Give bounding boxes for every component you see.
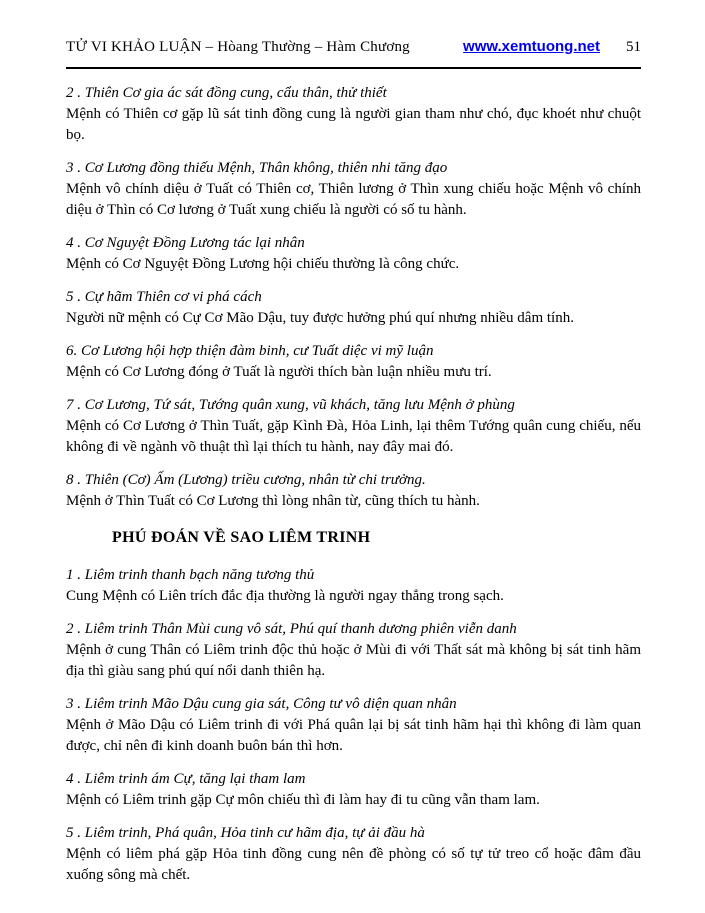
section-liem-trinh-2 <box>66 619 641 682</box>
section-heading: 2 . Liêm trinh Thân Mùi cung vô sát, Phú quí thanh dương phiên viễn danh <box>66 621 517 637</box>
section-heading: 3 . Cơ Lương đồng thiếu Mệnh, Thân không, thiên nhi tăng đạo <box>66 160 448 176</box>
section-body: Mệnh có Cơ Lương ở Thìn Tuất, gặp Kình Đà, Hỏa Linh, lại thêm Tướng quân cung chiếu, nếu không đi về ngành võ thuật thì lại thích tu hành, nay đây mai đó. <box>66 418 641 455</box>
chapter-title-liem-trinh: PHÚ ĐOÁN VỀ SAO LIÊM TRINH <box>112 529 371 546</box>
section-body: Mệnh có Thiên cơ gặp lũ sát tinh đồng cung là người gian tham như chó, đục khoét như chuột bọ. <box>66 106 641 143</box>
section-body: Mệnh ở Mão Dậu có Liêm trinh đi với Phá quân lại bị sát tinh hãm hại thì không đi làm quan được, chỉ nên đi kinh doanh buôn bán thì hơn. <box>66 717 641 754</box>
section-body: Mệnh có Cơ Lương đóng ở Tuất là người thích bàn luận nhiều mưu trí. <box>66 364 492 380</box>
header-right <box>463 36 641 58</box>
section-liem-trinh-1 <box>66 565 641 607</box>
section-liem-trinh-4 <box>66 769 641 811</box>
section-body: Mệnh có liêm phá gặp Hỏa tinh đồng cung nên đề phòng có số tự tử treo cổ hoặc đâm đầu xuống sông mà chết. <box>66 846 641 883</box>
section-heading: 4 . Cơ Nguyệt Đồng Lương tác lại nhân <box>66 235 305 251</box>
section-thien-co-4 <box>66 233 641 275</box>
section-liem-trinh-3 <box>66 694 641 757</box>
section-thien-co-6 <box>66 341 641 383</box>
section-thien-co-7 <box>66 395 641 458</box>
section-body: Mệnh vô chính diệu ở Tuất có Thiên cơ, Thiên lương ở Thìn xung chiếu hoặc Mệnh vô chính diệu ở Thìn có Cơ lương ở Tuất xung chiếu là người có số tu hành. <box>66 181 641 218</box>
section-liem-trinh-5 <box>66 823 641 886</box>
section-body: Mệnh ở Thìn Tuất có Cơ Lương thì lòng nhân từ, cũng thích tu hành. <box>66 493 480 509</box>
page-header <box>66 36 641 69</box>
section-heading: 5 . Cự hãm Thiên cơ vi phá cách <box>66 289 262 305</box>
section-heading: 5 . Liêm trinh, Phá quân, Hỏa tinh cư hãm địa, tự ải đầu hà <box>66 825 425 841</box>
section-body: Mệnh ở cung Thân có Liêm trinh độc thủ hoặc ở Mùi đi với Thất sát mà không bị sát tinh hãm địa thì giàu sang phú quí nổi danh thiên hạ. <box>66 642 641 679</box>
section-heading: 7 . Cơ Lương, Tứ sát, Tướng quân xung, vũ khách, tăng lưu Mệnh ở phùng <box>66 397 515 413</box>
section-heading: 4 . Liêm trinh ám Cự, tăng lại tham lam <box>66 771 306 787</box>
section-body: Người nữ mệnh có Cự Cơ Mão Dậu, tuy được hưởng phú quí nhưng nhiều dâm tính. <box>66 310 574 326</box>
section-body: Cung Mệnh có Liên trích đắc địa thường là người ngay thẳng trong sạch. <box>66 588 504 604</box>
section-thien-co-8 <box>66 470 641 512</box>
section-heading: 1 . Liêm trinh thanh bạch năng tương thủ <box>66 567 315 583</box>
section-heading: 3 . Liêm trinh Mão Dậu cung gia sát, Công tư vô diện quan nhân <box>66 696 457 712</box>
page-number: 51 <box>626 39 641 55</box>
section-thien-co-2 <box>66 83 641 146</box>
section-heading: 6. Cơ Lương hội hợp thiện đàm binh, cư Tuất diệc vi mỹ luận <box>66 343 434 359</box>
section-heading: 8 . Thiên (Cơ) Ấm (Lương) triều cương, nhân từ chi trưởng. <box>66 472 426 488</box>
section-thien-co-3 <box>66 158 641 221</box>
section-thien-co-5 <box>66 287 641 329</box>
section-body: Mệnh có Cơ Nguyệt Đồng Lương hội chiếu thường là công chức. <box>66 256 460 272</box>
section-heading: 2 . Thiên Cơ gia ác sát đồng cung, cẩu thân, thử thiết <box>66 85 387 101</box>
document-title: TỬ VI KHẢO LUẬN – Hòang Thường – Hàm Chương <box>66 39 410 55</box>
section-body: Mệnh có Liêm trinh gặp Cự môn chiếu thì đi làm hay đi tu cũng vẫn tham lam. <box>66 792 540 808</box>
website-link[interactable]: www.xemtuong.net <box>463 38 600 55</box>
